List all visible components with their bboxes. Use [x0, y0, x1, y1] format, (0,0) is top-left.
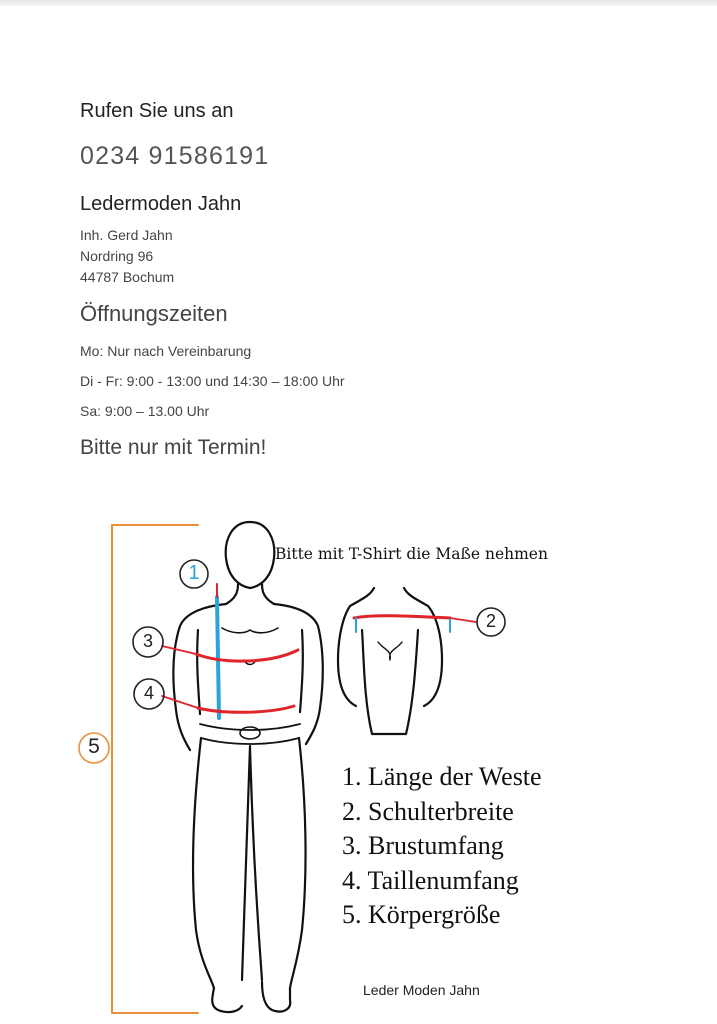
hours-monday: Mo: Nur nach Vereinbarung — [80, 343, 252, 359]
waist-line — [198, 706, 294, 712]
right-arm — [274, 604, 323, 744]
call-us-label: Rufen Sie uns an — [80, 100, 234, 122]
instruction-text: Bitte mit T-Shirt die Maße nehmen — [275, 545, 548, 563]
feet — [212, 982, 290, 1012]
brand-watermark: Leder Moden Jahn — [363, 982, 480, 998]
belt-buckle — [240, 727, 260, 739]
address-city: 44787 Bochum — [80, 269, 175, 285]
measurement-list — [342, 760, 542, 933]
measure-item-chest: 3. Brustumfang — [342, 831, 504, 860]
hours-saturday: Sa: 9:00 – 13.00 Uhr — [80, 403, 210, 419]
address-owner: Inh. Gerd Jahn — [80, 227, 173, 243]
measure-item-vest-length: 1. Länge der Weste — [342, 762, 542, 791]
marker-2: 2 — [485, 611, 496, 631]
measure-item-height: 5. Körpergröße — [342, 900, 501, 929]
head — [226, 522, 275, 588]
measure-item-shoulder-width: 2. Schulterbreite — [342, 796, 514, 826]
measurement-guide — [0, 500, 717, 1024]
opening-hours-title: Öffnungszeiten — [80, 301, 228, 326]
marker-4: 4 — [143, 683, 154, 703]
back-shoulders — [338, 588, 442, 706]
chest-line — [222, 628, 278, 633]
phone-number[interactable]: 0234 91586191 — [80, 142, 270, 170]
marker-1: 1 — [188, 562, 200, 584]
chest-line-red — [196, 650, 298, 661]
address-street: Nordring 96 — [80, 248, 154, 264]
marker-5: 5 — [88, 735, 100, 758]
company-name: Ledermoden Jahn — [80, 193, 242, 215]
marker-3: 3 — [142, 631, 153, 651]
top-divider — [0, 0, 717, 6]
legs-inner — [242, 746, 262, 980]
height-bracket — [112, 525, 198, 1013]
back-torso — [362, 630, 418, 734]
vest-length-line — [217, 597, 219, 718]
measure-item-waist: 4. Taillenumfang — [342, 865, 519, 895]
appointment-notice: Bitte nur mit Termin! — [80, 436, 267, 459]
hours-weekdays: Di - Fr: 9:00 - 13:00 und 14:30 – 18:00 Uhr — [80, 373, 345, 389]
shoulder-width-line — [354, 616, 450, 618]
torso-sides — [197, 630, 303, 714]
